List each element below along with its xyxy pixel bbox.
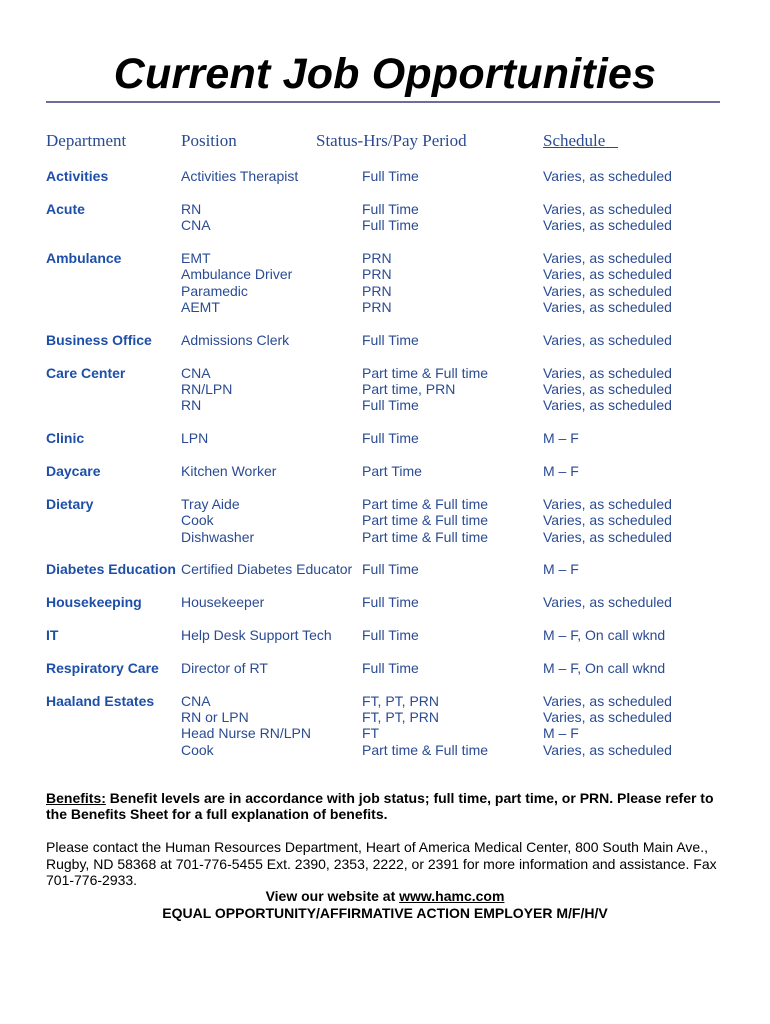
department-name: Daycare bbox=[46, 463, 101, 480]
department-name: Acute bbox=[46, 200, 85, 217]
job-status: Full Time bbox=[362, 397, 419, 414]
job-row bbox=[0, 266, 770, 282]
department-name: Care Center bbox=[46, 364, 126, 381]
job-position: Activities Therapist bbox=[181, 168, 299, 184]
department-name: Housekeeping bbox=[46, 594, 142, 611]
job-schedule: M – F bbox=[543, 561, 579, 578]
contact-info: Please contact the Human Resources Department, Heart of America Medical Center, 800 South Main Ave., Rugby, ND 58368 at 701-776-5455 Ext. 2390, 2353, 2222, or 2391 for more information and assistance. Fax 701-776-2933. bbox=[46, 839, 717, 889]
job-schedule: Varies, as scheduled bbox=[543, 364, 672, 381]
job-status: Full Time bbox=[362, 594, 419, 611]
job-schedule: Varies, as scheduled bbox=[543, 512, 672, 529]
job-schedule: Varies, as scheduled bbox=[543, 266, 672, 283]
job-position: Paramedic bbox=[181, 282, 248, 299]
job-position: EMT bbox=[181, 249, 211, 266]
job-position: Admissions Clerk bbox=[181, 331, 290, 348]
job-row bbox=[0, 217, 770, 233]
job-position: LPN bbox=[181, 430, 209, 447]
job-status: Full Time bbox=[362, 200, 419, 217]
job-row bbox=[0, 365, 770, 381]
job-status: FT, PT, PRN bbox=[362, 692, 440, 709]
department-name: Diabetes Education bbox=[46, 561, 176, 578]
job-status: PRN bbox=[362, 299, 392, 316]
job-row bbox=[0, 627, 770, 643]
job-position: RN bbox=[181, 200, 202, 217]
benefits-label: Benefits: bbox=[46, 790, 106, 806]
job-position: AEMT bbox=[181, 299, 220, 316]
page-title: Current Job Opportunities bbox=[113, 50, 657, 98]
job-row bbox=[0, 250, 770, 266]
website-link[interactable]: www.hamc.com bbox=[399, 888, 505, 904]
job-row bbox=[0, 742, 770, 758]
department-name: Business Office bbox=[46, 331, 152, 348]
job-row bbox=[0, 283, 770, 299]
job-row bbox=[0, 201, 770, 217]
eeo-statement: EQUAL OPPORTUNITY/AFFIRMATIVE ACTION EMPLOYER M/F/H/V bbox=[162, 905, 608, 921]
job-position: CNA bbox=[181, 217, 211, 234]
job-status: Part time & Full time bbox=[362, 741, 489, 758]
benefits-note bbox=[46, 790, 726, 823]
job-schedule: Varies, as scheduled bbox=[543, 594, 672, 611]
department-name: Ambulance bbox=[46, 249, 122, 266]
job-schedule: Varies, as scheduled bbox=[543, 708, 672, 725]
job-position: Director of RT bbox=[181, 659, 268, 676]
job-schedule: Varies, as scheduled bbox=[543, 528, 672, 545]
job-status: Part time & Full time bbox=[362, 495, 489, 512]
job-row bbox=[0, 430, 770, 446]
job-schedule: M – F, On call wknd bbox=[543, 626, 666, 643]
job-position: Dishwasher bbox=[181, 528, 255, 545]
job-row bbox=[0, 512, 770, 528]
department-name: Activities bbox=[46, 168, 109, 184]
job-position: Head Nurse RN/LPN bbox=[181, 725, 311, 742]
department-group bbox=[0, 627, 770, 643]
department-group bbox=[0, 430, 770, 446]
job-status: Full Time bbox=[362, 331, 419, 348]
job-schedule: Varies, as scheduled bbox=[543, 692, 672, 709]
department-group bbox=[0, 250, 770, 316]
job-row bbox=[0, 725, 770, 741]
department-name: Respiratory Care bbox=[46, 659, 159, 676]
department-group bbox=[0, 496, 770, 545]
job-status: Part Time bbox=[362, 463, 422, 480]
job-position: Housekeeper bbox=[181, 594, 265, 611]
department-group bbox=[0, 561, 770, 577]
job-row bbox=[0, 463, 770, 479]
job-status: PRN bbox=[362, 282, 392, 299]
department-group bbox=[0, 463, 770, 479]
job-schedule: Varies, as scheduled bbox=[543, 299, 672, 316]
job-row bbox=[0, 709, 770, 725]
header-status: Status-Hrs/Pay Period bbox=[316, 131, 467, 150]
header-schedule: Schedule bbox=[543, 131, 606, 150]
header-position: Position bbox=[181, 131, 237, 150]
department-name: IT bbox=[46, 626, 59, 643]
job-status: Part time & Full time bbox=[362, 528, 489, 545]
job-position: Help Desk Support Tech bbox=[181, 626, 332, 643]
job-position: Certified Diabetes Educator bbox=[181, 561, 353, 578]
job-schedule: M – F, On call wknd bbox=[543, 659, 666, 676]
job-row bbox=[0, 594, 770, 610]
department-group bbox=[0, 660, 770, 676]
job-position: Ambulance Driver bbox=[181, 266, 293, 283]
department-name: Clinic bbox=[46, 430, 85, 447]
job-status: PRN bbox=[362, 266, 392, 283]
job-status: FT, PT, PRN bbox=[362, 708, 440, 725]
job-schedule: Varies, as scheduled bbox=[543, 200, 672, 217]
job-schedule: M – F bbox=[543, 430, 579, 447]
job-row bbox=[0, 693, 770, 709]
department-group bbox=[0, 332, 770, 348]
job-schedule: Varies, as scheduled bbox=[543, 381, 672, 398]
job-status: Part time & Full time bbox=[362, 364, 489, 381]
job-position: Tray Aide bbox=[181, 495, 240, 512]
job-row bbox=[0, 529, 770, 545]
job-status: Part time & Full time bbox=[362, 512, 489, 529]
department-name: Haaland Estates bbox=[46, 692, 155, 709]
job-position: RN bbox=[181, 397, 202, 414]
job-row bbox=[0, 168, 770, 184]
job-position: CNA bbox=[181, 692, 211, 709]
benefits-text: Benefit levels are in accordance with job status; full time, part time, or PRN. Please refer to the Benefits Sheet for a full explanation of benefits. bbox=[46, 790, 714, 823]
department-name: Dietary bbox=[46, 495, 94, 512]
job-listing-table bbox=[0, 168, 770, 758]
header-department: Department bbox=[46, 131, 127, 150]
job-schedule: Varies, as scheduled bbox=[543, 331, 672, 348]
job-position: CNA bbox=[181, 364, 211, 381]
job-position: Cook bbox=[181, 741, 214, 758]
job-status: PRN bbox=[362, 249, 392, 266]
job-schedule: Varies, as scheduled bbox=[543, 397, 672, 414]
job-schedule: M – F bbox=[543, 725, 579, 742]
website-prefix: View our website at bbox=[265, 888, 400, 904]
department-group bbox=[0, 201, 770, 234]
website-line bbox=[0, 888, 770, 904]
job-row bbox=[0, 332, 770, 348]
title-divider bbox=[46, 101, 720, 103]
job-row bbox=[0, 561, 770, 577]
job-position: RN or LPN bbox=[181, 708, 249, 725]
job-schedule: Varies, as scheduled bbox=[543, 249, 672, 266]
department-group bbox=[0, 168, 770, 184]
job-schedule: Varies, as scheduled bbox=[543, 495, 672, 512]
job-schedule: Varies, as scheduled bbox=[543, 217, 672, 234]
job-position: Kitchen Worker bbox=[181, 463, 277, 480]
job-schedule: Varies, as scheduled bbox=[543, 741, 672, 758]
job-schedule: M – F bbox=[543, 463, 579, 480]
job-row bbox=[0, 397, 770, 413]
department-group bbox=[0, 365, 770, 414]
job-schedule: Varies, as scheduled bbox=[543, 282, 672, 299]
job-status: Full Time bbox=[362, 217, 419, 234]
job-position: Cook bbox=[181, 512, 214, 529]
department-group bbox=[0, 693, 770, 759]
job-status: Full Time bbox=[362, 659, 419, 676]
job-status: Full Time bbox=[362, 168, 419, 184]
job-status: FT bbox=[362, 725, 380, 742]
job-row bbox=[0, 381, 770, 397]
job-status: Full Time bbox=[362, 430, 419, 447]
job-position: RN/LPN bbox=[181, 381, 233, 398]
job-row bbox=[0, 496, 770, 512]
job-status: Full Time bbox=[362, 561, 419, 578]
job-row bbox=[0, 299, 770, 315]
job-schedule: Varies, as scheduled bbox=[543, 168, 672, 184]
job-row bbox=[0, 660, 770, 676]
job-status: Part time, PRN bbox=[362, 381, 456, 398]
job-status: Full Time bbox=[362, 626, 419, 643]
department-group bbox=[0, 594, 770, 610]
